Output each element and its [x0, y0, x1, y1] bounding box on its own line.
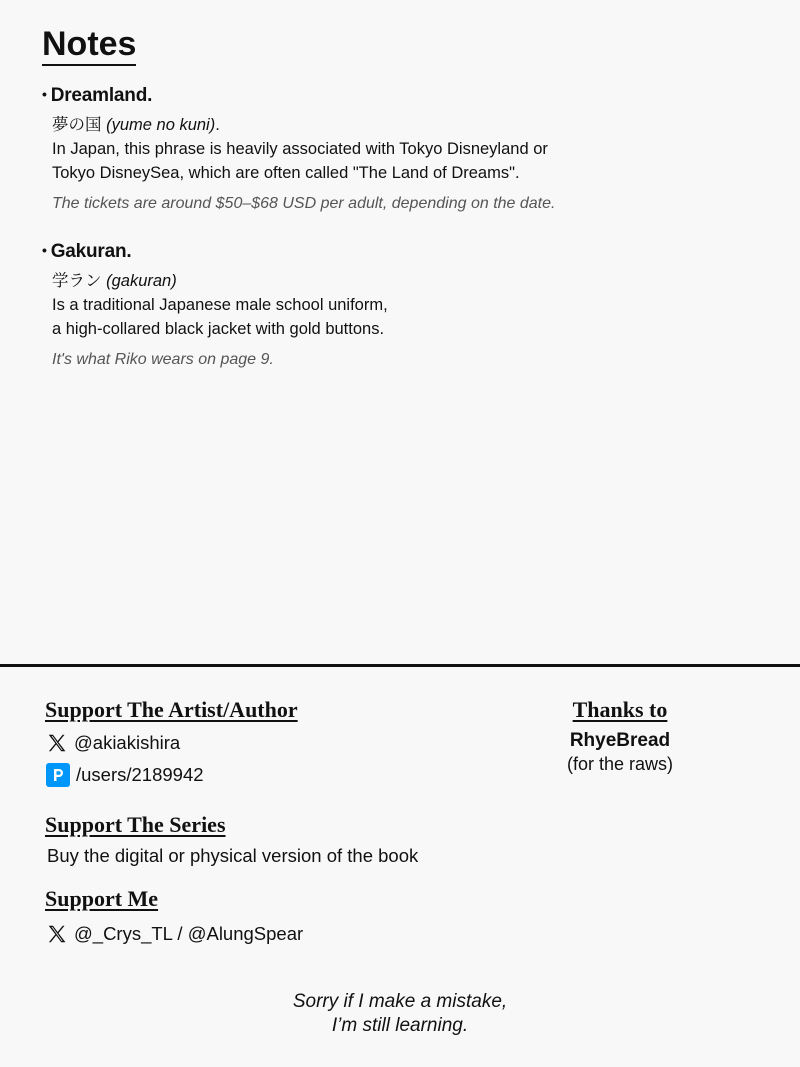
thanks-name: RhyeBread	[569, 730, 671, 751]
note-heading-dreamland	[42, 84, 152, 108]
term-suffix: .	[215, 116, 220, 134]
bullet-icon: •	[42, 242, 47, 258]
artist-pixiv-link[interactable]	[46, 763, 204, 787]
pixiv-icon	[46, 763, 70, 787]
x-logo-icon	[46, 732, 68, 754]
section-divider	[0, 664, 800, 667]
x-logo-icon	[46, 923, 68, 945]
note-term-line	[52, 114, 220, 136]
bullet-icon: •	[42, 86, 47, 102]
note-heading-gakuran	[42, 240, 131, 264]
note-body-line: a high-collared black jacket with gold buttons.	[52, 320, 385, 338]
term-romaji: (yume no kuni)	[106, 116, 216, 134]
term-romaji: (gakuran)	[106, 272, 177, 290]
footer-apology	[200, 990, 600, 1038]
footer-line: I’m still learning.	[331, 1015, 469, 1036]
thanks-heading: Thanks to	[572, 697, 668, 722]
support-me-heading: Support Me	[45, 886, 159, 911]
support-series-text: Buy the digital or physical version of the book	[47, 845, 419, 866]
support-series-heading: Support The Series	[45, 812, 226, 837]
artist-x-link[interactable]	[46, 731, 180, 755]
note-extra-info: The tickets are around $50–$68 USD per adult, depending on the date.	[52, 195, 556, 212]
translator-x-handles: @_Crys_TL / @AlungSpear	[74, 923, 304, 944]
note-body-line: Is a traditional Japanese male school uniform,	[52, 296, 388, 314]
thanks-block	[540, 697, 700, 775]
note-body-line: In Japan, this phrase is heavily associated with Tokyo Disneyland or	[52, 140, 548, 158]
artist-pixiv-path: /users/2189942	[76, 764, 204, 785]
note-heading-text: Dreamland.	[50, 85, 153, 106]
thanks-note: (for the raws)	[566, 754, 674, 774]
term-japanese: 学ラン	[52, 272, 102, 290]
footer-line: Sorry if I make a mistake,	[292, 991, 508, 1012]
note-body-line: Tokyo DisneySea, which are often called "The Land of Dreams".	[52, 164, 520, 182]
note-heading-text: Gakuran.	[50, 241, 132, 262]
note-extra-info: It's what Riko wears on page 9.	[52, 351, 274, 368]
translator-x-link[interactable]	[46, 922, 303, 946]
note-term-line	[52, 270, 177, 292]
artist-x-handle: @akiakishira	[74, 732, 181, 753]
term-japanese: 夢の国	[52, 116, 102, 134]
notes-title: Notes	[42, 24, 136, 66]
support-artist-heading: Support The Artist/Author	[45, 697, 298, 722]
